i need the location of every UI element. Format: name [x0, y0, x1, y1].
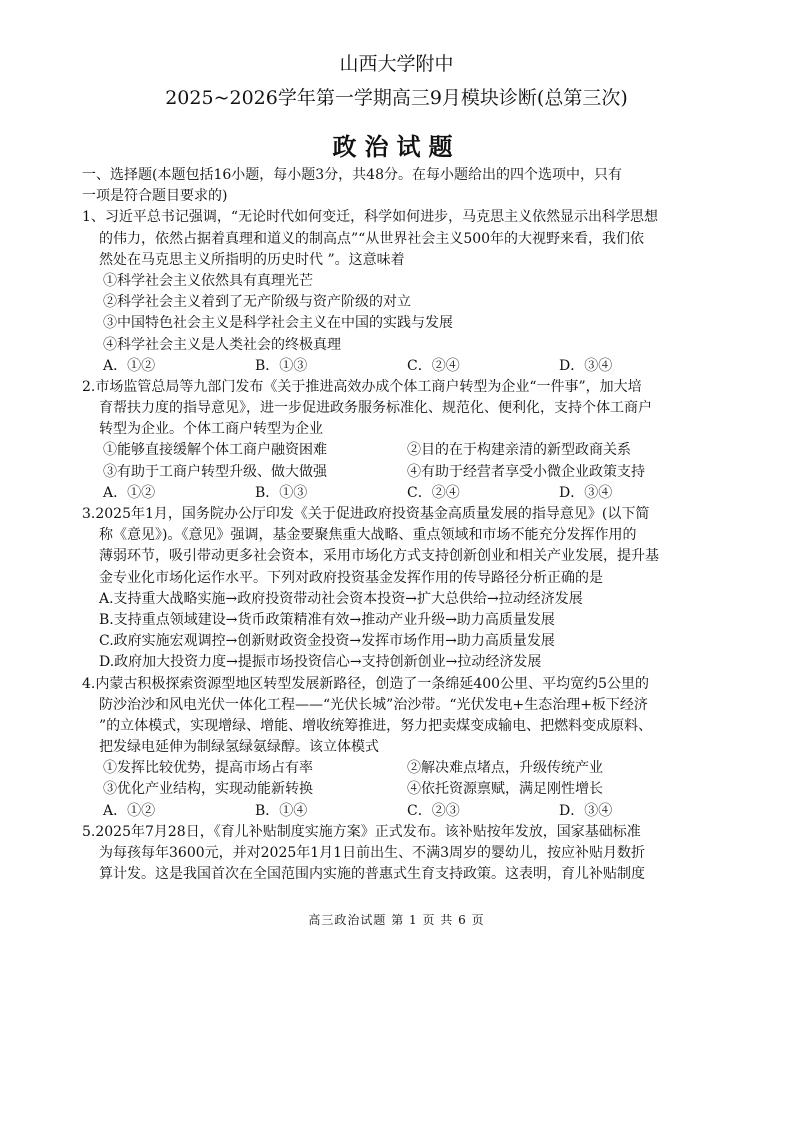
option-a: A.支持重大战略实施→政府投资带动社会资本投资→扩大总供给→拉动经济发展 — [99, 590, 583, 607]
question-text: 把发绿电延伸为制绿氢绿氨绿醇。该立体模式 — [99, 739, 379, 756]
question-text: 然处在马克思主义所指明的历史时代 ”。这意味着 — [99, 251, 405, 268]
question-text: 育帮扶力度的指导意见》，进一步促进政务服务标准化、规范化、便利化，支持个体工商户 — [99, 400, 652, 417]
statement: ②目的在于构建亲清的新型政商关系 — [407, 442, 631, 459]
question-text: 3.2025年1月，国务院办公厅印发《关于促进政府投资基金高质量发展的指导意见》(以下简 — [82, 506, 650, 522]
statement-row — [82, 758, 722, 779]
statement: ①能够直接缓解个体工商户融资困难 — [103, 442, 327, 459]
statement: ④有助于经营者享受小微企业政策支持 — [407, 463, 645, 480]
option-c: C．②④ — [407, 484, 460, 501]
school-name: 山西大学附中 — [339, 53, 454, 75]
section-instruction: 一项是符合题目要求的) — [82, 188, 228, 205]
answer-options — [82, 801, 722, 822]
option-a: A．①② — [103, 802, 156, 819]
question-text: 2.市场监管总局等九部门发布《关于推进高效办成个体工商户转型为企业“一件事”，加大培 — [82, 378, 642, 395]
option-d: D．③④ — [559, 357, 613, 374]
question-text: ”的立体模式，实现增绿、增能、增收统筹推进，努力把卖煤变成输电、把燃料变成原料、 — [99, 717, 653, 734]
option-c: C.政府实施宏观调控→创新财政资金投资→发挥市场作用→助力高质量发展 — [99, 633, 555, 650]
option-b: B．①③ — [255, 484, 308, 501]
option-a: A．①② — [103, 357, 156, 374]
subject-title: 政治试题 — [332, 132, 461, 161]
statement: ③中国特色社会主义是科学社会主义在中国的实践与发展 — [103, 315, 453, 332]
exam-title: 2025~2026学年第一学期高三9月模块诊断(总第三次) — [165, 87, 628, 109]
question-text: 4.内蒙古积极探索资源型地区转型发展新路径，创造了一条绵延400公里、平均宽约5公里的 — [82, 675, 649, 692]
question-3 — [82, 504, 722, 674]
option-b: B．①④ — [255, 802, 308, 819]
answer-options — [82, 483, 722, 504]
question-text: 为每孩每年3600元，并对2025年1月1日前出生、不满3周岁的婴幼儿，按应补贴月数折 — [99, 845, 645, 861]
question-text: 算计发。这是我国首次在全国范围内实施的普惠式生育支持政策。这表明，育儿补贴制度 — [99, 866, 645, 883]
question-text: 的伟力，依然占据着真理和道义的制高点”“从世界社会主义500年的大视野来看，我们依 — [99, 230, 645, 247]
answer-options — [82, 356, 722, 377]
option-d: D．③④ — [559, 484, 613, 501]
statement: ③优化产业结构，实现动能新转换 — [103, 781, 313, 798]
statement: ①科学社会主义依然具有真理光芒 — [103, 272, 313, 289]
question-text: 防沙治沙和风电光伏一体化工程——“光伏长城”治沙带。“光伏发电+生态治理+板下经济 — [99, 696, 648, 713]
option-c: C．②③ — [407, 802, 460, 819]
statement: ②解决难点堵点，升级传统产业 — [407, 760, 603, 777]
statement: ④科学社会主义是人类社会的终极真理 — [103, 336, 341, 353]
question-text: 1、习近平总书记强调，“无论时代如何变迁，科学如何进步，马克思主义依然显示出科学思想 — [82, 209, 659, 226]
question-text: 称《意见》)。《意见》强调，基金要聚焦重大战略、重点领域和市场不能充分发挥作用的 — [99, 527, 637, 544]
option-d: D．③④ — [559, 802, 613, 819]
question-1 — [82, 207, 722, 377]
option-b: B.支持重点领域建设→货币政策精准有效→推动产业升级→助力高质量发展 — [99, 611, 555, 628]
statement: ③有助于工商户转型升级、做大做强 — [103, 463, 327, 480]
option-d: D.政府加大投资力度→提振市场投资信心→支持创新创业→拉动经济发展 — [99, 654, 542, 671]
question-text: 5.2025年7月28日，《育儿补贴制度实施方案》正式发布。该补贴按年发放，国家基础标准 — [82, 823, 641, 840]
page-footer: 高三政治试题 第 1 页 共 6 页 — [308, 913, 485, 927]
option-a: A．①② — [103, 484, 156, 501]
question-text: 薄弱环节，吸引带动更多社会资本，采用市场化方式支持创新创业和相关产业发展，提升基 — [99, 548, 659, 565]
option-b: B．①③ — [255, 357, 308, 374]
question-2 — [82, 377, 722, 504]
section-instruction: 一、选择题(本题包括16小题，每小题3分，共48分。在每小题给出的四个选项中，只有 — [82, 167, 622, 183]
statement-row — [82, 462, 722, 483]
question-text: 金专业化市场化运作水平。下列对政府投资基金发挥作用的传导路径分析正确的是 — [99, 569, 603, 586]
statement: ①发挥比较优势，提高市场占有率 — [103, 760, 313, 777]
statement: ②科学社会主义着到了无产阶级与资产阶级的对立 — [103, 294, 411, 311]
question-5 — [82, 822, 722, 886]
statement: ④依托资源禀赋，满足刚性增长 — [407, 781, 603, 798]
statement-row — [82, 779, 722, 800]
statement-row — [82, 440, 722, 461]
question-content — [82, 165, 722, 885]
option-c: C．②④ — [407, 357, 460, 374]
question-text: 转型为企业。个体工商户转型为企业 — [99, 421, 323, 438]
question-4 — [82, 674, 722, 822]
